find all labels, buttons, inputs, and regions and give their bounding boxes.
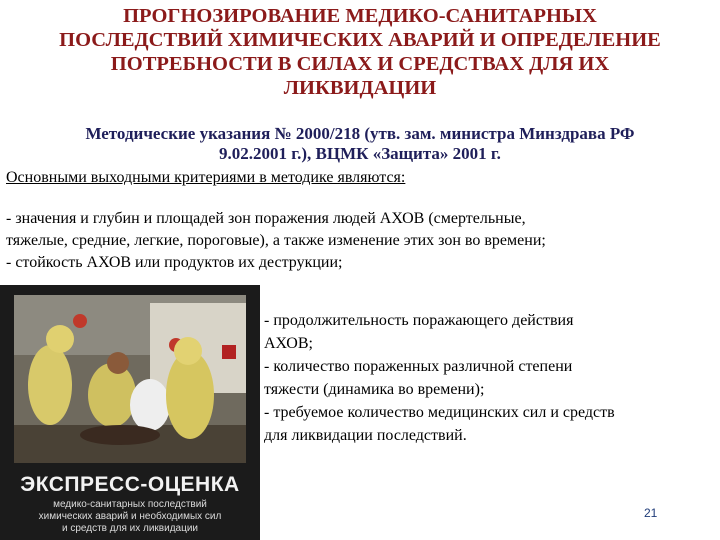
slide-title-line: ПРОГНОЗИРОВАНИЕ МЕДИКО-САНИТАРНЫХ xyxy=(123,5,597,27)
document-reference-line: Методические указания № 2000/218 (утв. зам. министра Минздрава РФ xyxy=(85,124,635,143)
document-reference-line: 9.02.2001 г.), ВЦМК «Защита» 2001 г. xyxy=(219,144,501,163)
criteria-item-line: тяжести (динамика во времени); xyxy=(264,381,485,398)
criteria-item-line: - требуемое количество медицинских сил и средств xyxy=(264,404,615,421)
cover-title: ЭКСПРЕСС-ОЦЕНКА xyxy=(20,473,240,496)
slide-title-line: ЛИКВИДАЦИИ xyxy=(283,77,437,99)
cover-subtitle-line: медико-санитарных последствий xyxy=(53,499,207,510)
cover-subtitle-line: и средств для их ликвидации xyxy=(62,523,198,534)
page-number: 21 xyxy=(644,506,658,520)
cover-subtitle xyxy=(0,499,260,535)
criteria-heading: Основными выходными критериями в методике являются: xyxy=(6,169,406,186)
express-assessment-book-cover xyxy=(0,285,260,540)
criteria-item-line: - количество пораженных различной степени xyxy=(264,358,573,375)
criteria-item-line: АХОВ; xyxy=(264,335,313,352)
criteria-item-line: - значения и глубин и площадей зон поражения людей АХОВ (смертельные, xyxy=(6,210,526,227)
criteria-item-line: - продолжительность поражающего действия xyxy=(264,312,574,329)
cover-subtitle-line: химических аварий и необходимых сил xyxy=(38,511,222,522)
criteria-item-line: - стойкость АХОВ или продуктов их деструкции; xyxy=(6,254,343,271)
document-reference xyxy=(0,124,720,164)
criteria-list-right xyxy=(264,309,714,447)
slide-title-line: ПОСЛЕДСТВИЙ ХИМИЧЕСКИХ АВАРИЙ И ОПРЕДЕЛЕНИЕ xyxy=(59,29,661,51)
criteria-item-line: тяжелые, средние, легкие, пороговые), а также изменение этих зон во времени; xyxy=(6,232,546,249)
slide-title xyxy=(0,4,720,100)
slide-title-line: ПОТРЕБНОСТИ В СИЛАХ И СРЕДСТВАХ ДЛЯ ИХ xyxy=(110,53,610,75)
criteria-item-line: для ликвидации последствий. xyxy=(264,427,467,444)
criteria-list-top xyxy=(6,208,712,274)
